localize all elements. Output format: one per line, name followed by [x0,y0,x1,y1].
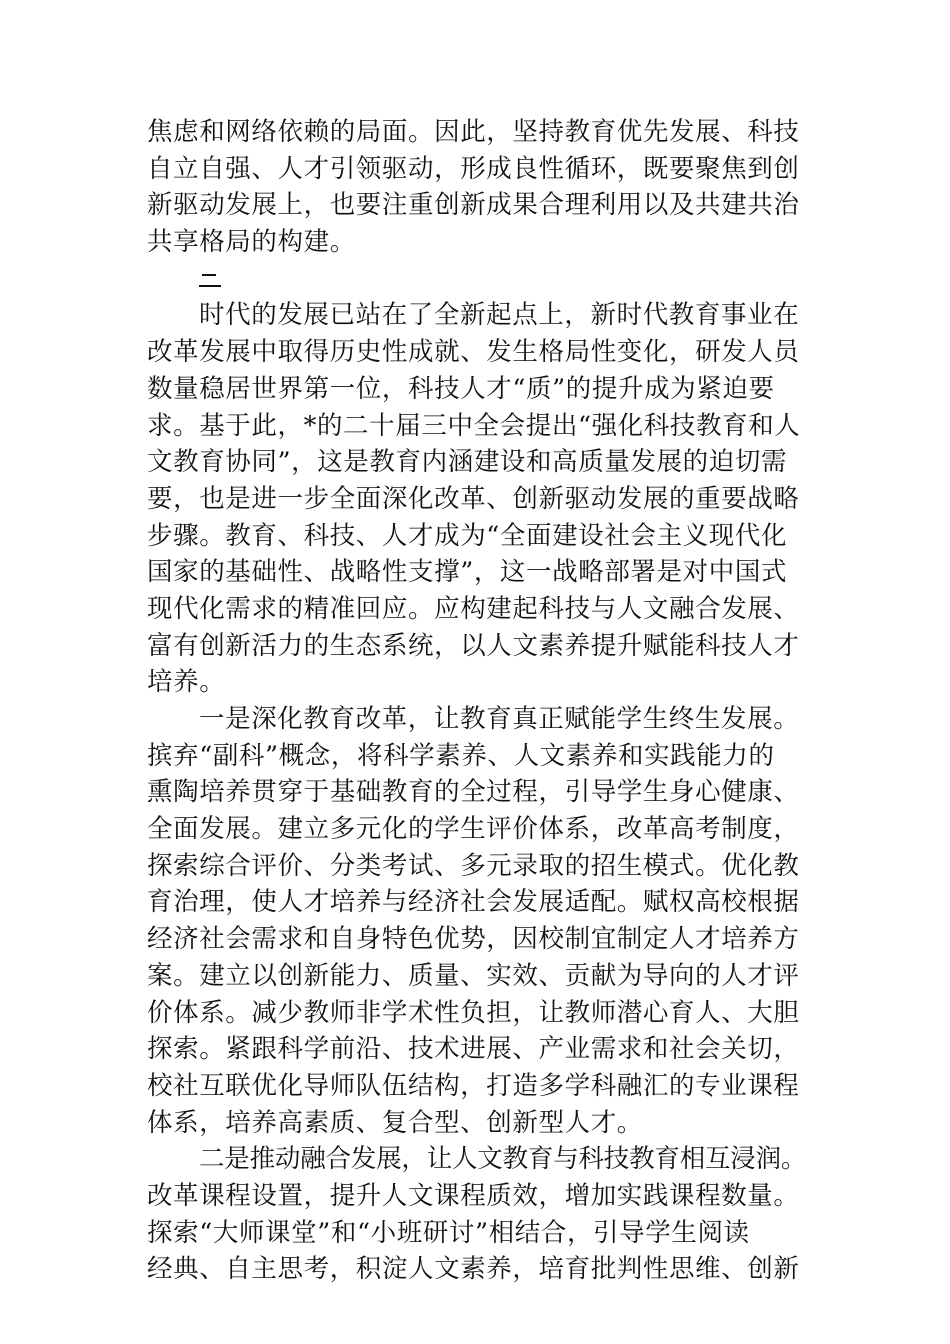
text-line: 自立自强、人才引领驱动，形成良性循环，既要聚焦到创 [147,153,800,184]
paragraph-3 [147,1141,815,1288]
paragraph-intro [147,114,815,261]
text-line: 校社互联优化导师队伍结构，打造多学科融汇的专业课程 [147,1070,800,1101]
text-line: 国家的基础性、战略性支撑”，这一战略部署是对中国式 [147,557,788,588]
section-number-stroke-top [202,274,216,276]
text-line: 体系，培养高素质、复合型、创新型人才。 [147,1107,643,1138]
text-line: 富有创新活力的生态系统，以人文素养提升赋能科技人才 [147,630,800,661]
text-line: 探索综合评价、分类考试、多元录取的招生模式。优化教 [147,850,800,881]
text-line: 步骤。教育、科技、人才成为“全面建设社会主义现代化 [147,520,788,551]
text-line: 探索。紧跟科学前沿、技术进展、产业需求和社会关切， [147,1034,800,1065]
text-line: 时代的发展已站在了全新起点上，新时代教育事业在 [199,300,800,331]
text-line: 熏陶培养贯穿于基础教育的全过程，引导学生身心健康、 [147,777,800,808]
text-line: 要，也是进一步全面深化改革、创新驱动发展的重要战略 [147,483,800,514]
text-line: 改革课程设置，提升人文课程质效，增加实践课程数量。 [147,1180,800,1211]
text-line: 新驱动发展上，也要注重创新成果合理利用以及共建共治 [147,190,800,221]
text-line: 数量稳居世界第一位，科技人才“质”的提升成为紧迫要 [147,373,775,404]
text-line: 一是深化教育改革，让教育真正赋能学生终生发展。 [199,704,800,734]
text-line: 培养。 [147,667,226,698]
paragraph-1 [147,297,815,701]
text-line: 焦虑和网络依赖的局面。因此，坚持教育优先发展、科技 [147,117,800,147]
text-line: 求。基于此，*的二十届三中全会提出“强化科技教育和人 [147,410,801,441]
text-line: 经典、自主思考，积淀人文素养，培育批判性思维、创新 [147,1254,800,1285]
text-line: 育治理，使人才培养与经济社会发展适配。赋权高校根据 [147,887,800,918]
section-number [147,261,815,298]
text-line: 案。建立以创新能力、质量、实效、贡献为导向的人才评 [147,960,800,991]
text-line: 文教育协同”，这是教育内涵建设和高质量发展的迫切需 [147,447,788,478]
text-line: 全面发展。建立多元化的学生评价体系，改革高考制度， [147,814,800,845]
text-line: 价体系。减少教师非学术性负担，让教师潜心育人、大胆 [147,997,800,1028]
text-line: 经济社会需求和自身特色优势，因校制宜制定人才培养方 [147,924,800,955]
text-line: 二是推动融合发展，让人文教育与科技教育相互浸润。 [199,1144,807,1175]
text-line: 摈弃“副科”概念，将科学素养、人文素养和实践能力的 [147,740,775,771]
text-line: 探索“大师课堂”和“小班研讨”相结合，引导学生阅读 [147,1217,750,1248]
text-line: 共享格局的构建。 [147,227,356,258]
text-line: 改革发展中取得历史性成就、发生格局性变化，研发人员 [147,337,800,368]
section-number-stroke-bottom [199,285,221,287]
paragraph-2 [147,701,815,1141]
document-page [147,114,815,1288]
text-line: 现代化需求的精准回应。应构建起科技与人文融合发展、 [147,593,800,624]
